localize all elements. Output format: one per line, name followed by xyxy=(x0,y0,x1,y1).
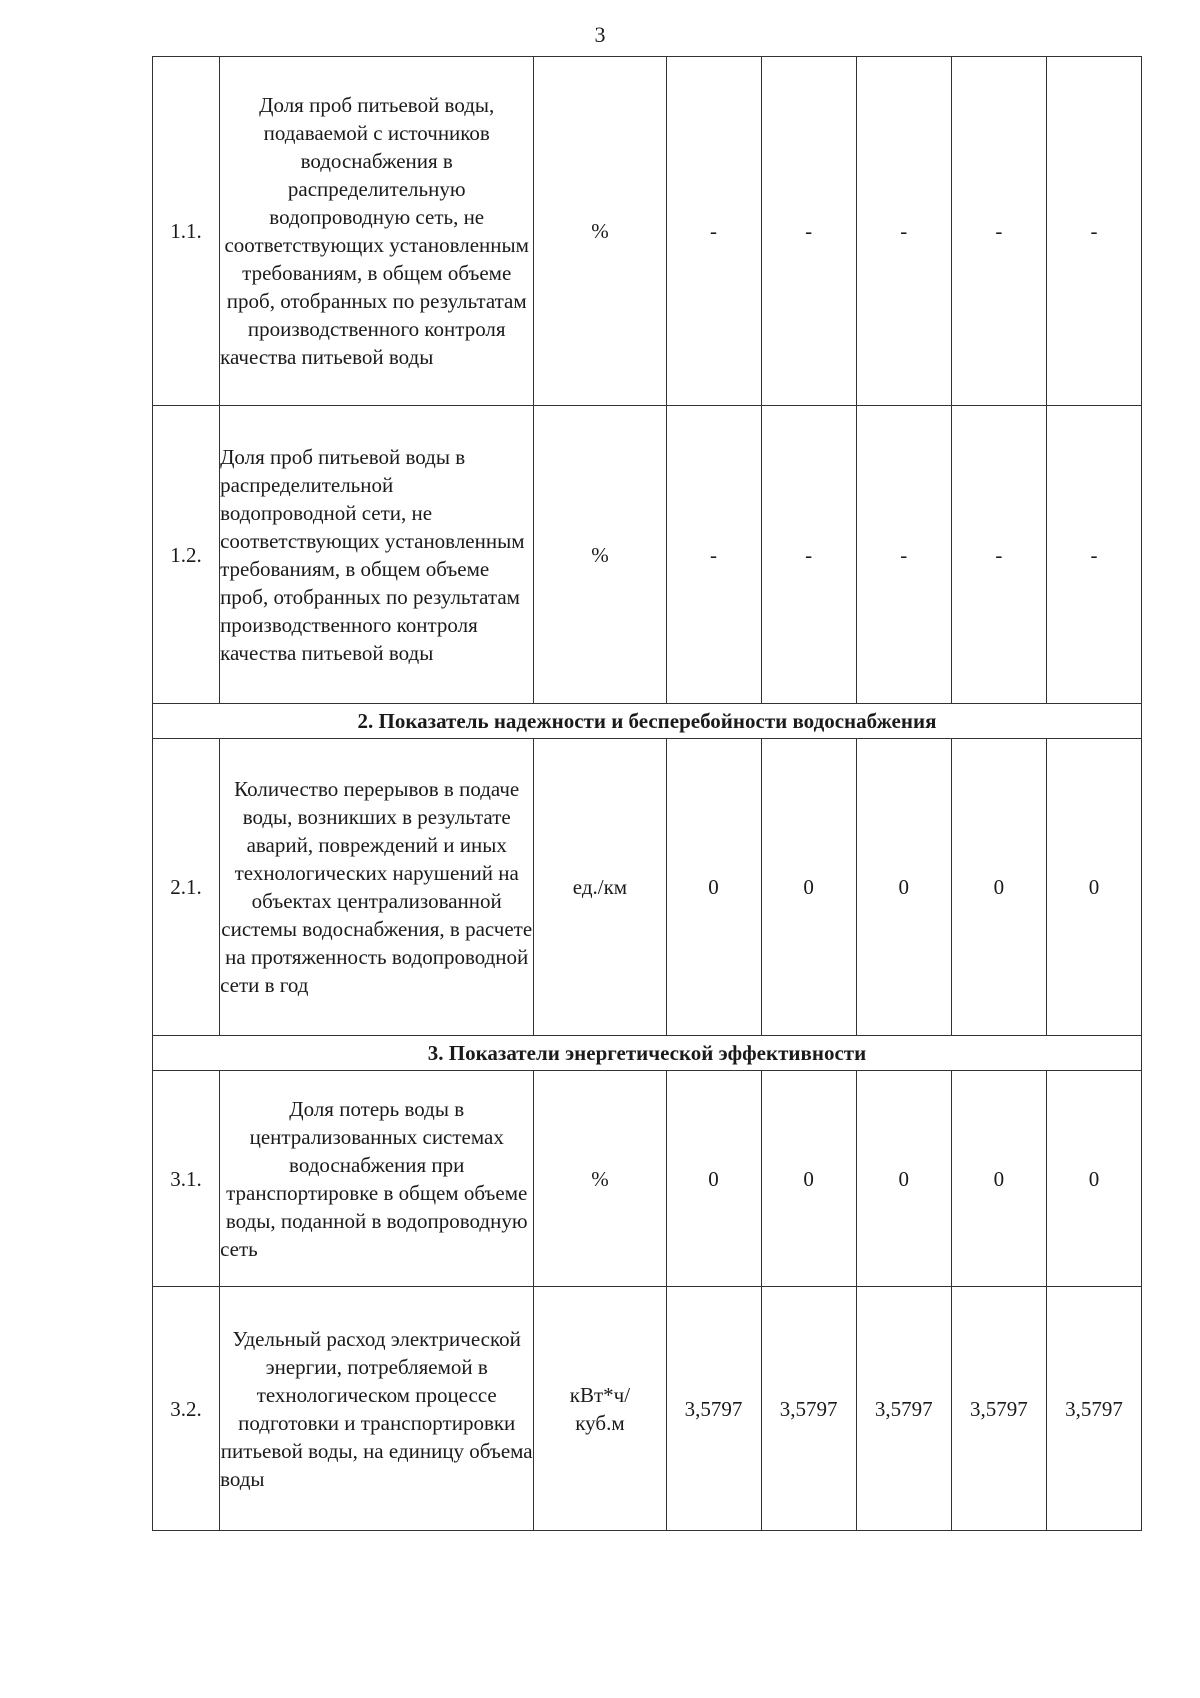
value-cell: 0 xyxy=(856,739,951,1036)
value-cell: - xyxy=(1046,57,1141,406)
indicator-description: Доля потерь воды в централизованных системах водоснабжения при транспортировке в общем объеме воды, поданной в водопроводную сеть xyxy=(220,1071,534,1287)
unit-line: куб.м xyxy=(575,1410,625,1435)
value-cell: 0 xyxy=(951,739,1046,1036)
value-cell: 0 xyxy=(951,1071,1046,1287)
section-header-row xyxy=(153,704,1142,739)
value-cell: 0 xyxy=(1046,1071,1141,1287)
value-cell: 0 xyxy=(666,1071,761,1287)
value-cell: 3,5797 xyxy=(951,1287,1046,1531)
row-number: 1.1. xyxy=(153,57,220,406)
value-cell: 3,5797 xyxy=(761,1287,856,1531)
unit-cell: % xyxy=(534,406,666,704)
row-number: 3.2. xyxy=(153,1287,220,1531)
value-cell: 0 xyxy=(761,1071,856,1287)
section-title: 3. Показатели энергетической эффективности xyxy=(153,1036,1142,1071)
row-number: 1.2. xyxy=(153,406,220,704)
value-cell: - xyxy=(951,57,1046,406)
section-title: 2. Показатель надежности и бесперебойности водоснабжения xyxy=(153,704,1142,739)
value-cell: - xyxy=(666,406,761,704)
unit-cell: ед./км xyxy=(534,739,666,1036)
value-cell: - xyxy=(856,406,951,704)
value-cell: - xyxy=(761,57,856,406)
row-number: 2.1. xyxy=(153,739,220,1036)
value-cell: - xyxy=(761,406,856,704)
table-row-2-1 xyxy=(153,739,1142,1036)
value-cell: 3,5797 xyxy=(1046,1287,1141,1531)
table-row-1-2 xyxy=(153,406,1142,704)
value-cell: - xyxy=(666,57,761,406)
table-row-3-2 xyxy=(153,1287,1142,1531)
value-cell: - xyxy=(951,406,1046,704)
value-cell: - xyxy=(1046,406,1141,704)
value-cell: - xyxy=(856,57,951,406)
value-cell: 3,5797 xyxy=(666,1287,761,1531)
unit-cell: % xyxy=(534,57,666,406)
indicator-description: Количество перерывов в подаче воды, возникших в результате аварий, повреждений и иных технологических нарушений на объектах централизованной системы водоснабжения, в расчете на протяженность водопроводной сети в год xyxy=(220,739,534,1036)
indicators-table xyxy=(152,56,1142,1531)
value-cell: 0 xyxy=(761,739,856,1036)
value-cell: 0 xyxy=(856,1071,951,1287)
indicator-description: Доля проб питьевой воды, подаваемой с источников водоснабжения в распределительную водопроводную сеть, не соответствующих установленным требованиям, в общем объеме проб, отобранных по результатам производственного контроля качества питьевой воды xyxy=(220,57,534,406)
indicator-description: Доля проб питьевой воды в распределительной водопроводной сети, не соответствующих установленным требованиям, в общем объеме проб, отобранных по результатам производственного контроля качества питьевой воды xyxy=(220,406,534,704)
table-row-3-1 xyxy=(153,1071,1142,1287)
row-number: 3.1. xyxy=(153,1071,220,1287)
value-cell: 0 xyxy=(666,739,761,1036)
indicator-description: Удельный расход электрической энергии, потребляемой в технологическом процессе подготовки и транспортировки питьевой воды, на единицу объема воды xyxy=(220,1287,534,1531)
table-row-1-1 xyxy=(153,57,1142,406)
page-number: 3 xyxy=(594,22,606,47)
unit-cell xyxy=(534,1287,666,1531)
unit-cell: % xyxy=(534,1071,666,1287)
unit-line: кВт*ч/ xyxy=(569,1382,631,1407)
section-header-row xyxy=(153,1036,1142,1071)
value-cell: 3,5797 xyxy=(856,1287,951,1531)
value-cell: 0 xyxy=(1046,739,1141,1036)
